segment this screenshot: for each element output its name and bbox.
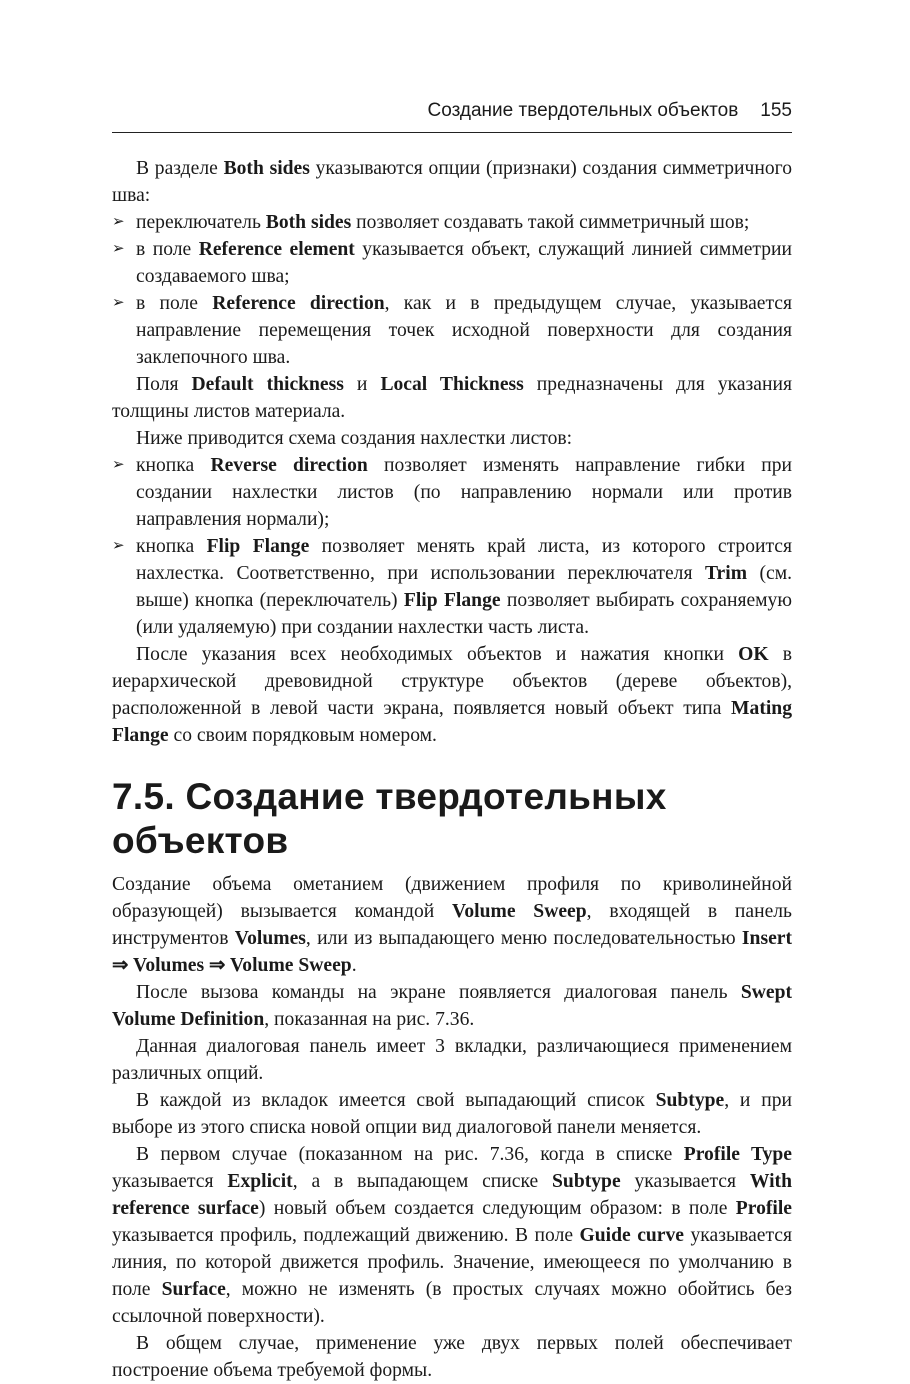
page-body — [112, 155, 792, 1384]
paragraph — [112, 641, 792, 749]
bold-term: Both sides — [265, 212, 352, 233]
paragraph — [112, 1330, 792, 1384]
bold-term: Reference element — [198, 239, 355, 260]
bold-term: Mating Flange — [112, 698, 792, 746]
text-run: позволяет менять край листа, из которого строится нахлестка. Соответственно, при использовании переключателя — [136, 536, 792, 584]
text-run: Поля — [136, 374, 192, 395]
arrow-bullet-icon: ➢ — [112, 538, 125, 554]
text-run: в поле — [136, 239, 199, 260]
paragraph — [112, 871, 792, 979]
paragraph — [112, 1141, 792, 1330]
bold-term: Volumes — [234, 928, 306, 949]
bullet-item — [112, 236, 792, 290]
bold-term: Flip Flange — [403, 590, 501, 611]
text-run: В общем случае, применение уже двух первых полей обеспечивает построение объема требуемой формы. — [112, 1333, 792, 1381]
paragraph — [112, 1087, 792, 1141]
bold-term: Trim — [704, 563, 748, 584]
paragraph — [112, 425, 792, 452]
bold-term: Default thickness — [191, 374, 344, 395]
bold-term: Insert ⇒ Volumes ⇒ Volume Sweep — [112, 928, 792, 976]
bold-term: Both sides — [223, 158, 310, 179]
paragraph — [112, 979, 792, 1033]
text-run: , можно не изменять (в простых случаях можно обойтись без ссылочной поверхности). — [112, 1279, 792, 1327]
text-run: В каждой из вкладок имеется свой выпадающий список — [136, 1090, 656, 1111]
bullet-item — [112, 533, 792, 641]
bold-term: Swept Volume Definition — [112, 982, 792, 1030]
arrow-bullet-icon: ➢ — [112, 457, 125, 473]
text-run: позволяет изменять направление гибки при создании нахлестки листов (по направлению нормали или против направления нормали); — [136, 455, 792, 530]
page-number: 155 — [760, 100, 792, 121]
text-run: , входящей в панель инструментов — [112, 901, 792, 949]
text-run: указываются опции (признаки) создания симметричного шва: — [112, 158, 792, 206]
text-run: указывается — [112, 1171, 228, 1192]
bold-term: Subtype — [655, 1090, 725, 1111]
bold-term: With reference surface — [112, 1171, 792, 1219]
text-run: В разделе — [136, 158, 224, 179]
bold-term: Profile Type — [683, 1144, 792, 1165]
bold-term: Explicit — [227, 1171, 293, 1192]
running-header — [112, 100, 792, 133]
bullet-item — [112, 452, 792, 533]
text-run: (см. выше) кнопка (переключатель) — [136, 563, 793, 611]
text-run: кнопка — [136, 455, 211, 476]
text-run: , показанная на рис. 7.36. — [264, 1009, 475, 1030]
text-run: указывается — [620, 1171, 750, 1192]
arrow-bullet-icon: ➢ — [112, 295, 125, 311]
text-run: В первом случае (показанном на рис. 7.36, когда в списке — [136, 1144, 684, 1165]
text-run: ) новый объем создается следующим образом: в поле — [258, 1198, 736, 1219]
text-run: указывается профиль, подлежащий движению. В поле — [112, 1225, 580, 1246]
text-run: указывается линия, по которой движется профиль. Значение, имеющееся по умолчанию в поле — [112, 1225, 793, 1300]
text-run: и — [343, 374, 381, 395]
bold-term: Local Thickness — [380, 374, 524, 395]
text-run: со своим порядковым номером. — [168, 725, 437, 746]
bullet-item — [112, 290, 792, 371]
paragraph — [112, 371, 792, 425]
arrow-bullet-icon: ➢ — [112, 214, 125, 230]
running-header-title: Создание твердотельных объектов — [427, 100, 739, 121]
bold-term: Profile — [735, 1198, 792, 1219]
text-run: позволяет выбирать сохраняемую (или удаляемую) при создании нахлестки часть листа. — [136, 590, 792, 638]
text-run: в поле — [136, 293, 213, 314]
text-run: предназначены для указания толщины листов материала. — [112, 374, 792, 422]
text-run: Создание объема ометанием (движением профиля по криволинейной образующей) вызывается командой — [112, 874, 792, 922]
text-run: , или из выпадающего меню последовательностью — [305, 928, 742, 949]
bullet-item — [112, 209, 792, 236]
text-run: , как и в предыдущем случае, указывается направление перемещения точек исходной поверхности для создания заклепочного шва. — [136, 293, 792, 368]
text-run: После вызова команды на экране появляется диалоговая панель — [136, 982, 741, 1003]
text-run: Ниже приводится схема создания нахлестки листов: — [136, 428, 573, 449]
bold-term: Volume Sweep — [452, 901, 587, 922]
bold-term: Flip Flange — [206, 536, 310, 557]
bold-term: Guide curve — [579, 1225, 684, 1246]
paragraph — [112, 155, 792, 209]
bold-term: Reference direction — [212, 293, 385, 314]
text-run: переключатель — [136, 212, 266, 233]
text-run: позволяет создавать такой симметричный шов; — [351, 212, 750, 233]
bold-term: Reverse direction — [210, 455, 368, 476]
bold-term: Subtype — [552, 1171, 621, 1192]
text-run: кнопка — [136, 536, 207, 557]
text-run: После указания всех необходимых объектов и нажатия кнопки — [136, 644, 739, 665]
text-run: в иерархической древовидной структуре объектов (дереве объектов), расположенной в левой части экрана, появляется новый объект типа — [112, 644, 792, 719]
arrow-bullet-icon: ➢ — [112, 241, 125, 257]
bold-term: Surface — [161, 1279, 226, 1300]
text-run: Данная диалоговая панель имеет 3 вкладки, различающиеся применением различных опций. — [112, 1036, 792, 1084]
section-heading — [112, 775, 792, 863]
text-run: указывается объект, служащий линией симметрии создаваемого шва; — [136, 239, 792, 287]
text-run: , а в выпадающем списке — [292, 1171, 553, 1192]
bold-term: OK — [738, 644, 769, 665]
text-run: . — [351, 955, 357, 976]
text-run: 7.5. Создание твердотельных объектов — [112, 776, 667, 861]
text-run: , и при выборе из этого списка новой опции вид диалоговой панели меняется. — [112, 1090, 793, 1138]
paragraph — [112, 1033, 792, 1087]
